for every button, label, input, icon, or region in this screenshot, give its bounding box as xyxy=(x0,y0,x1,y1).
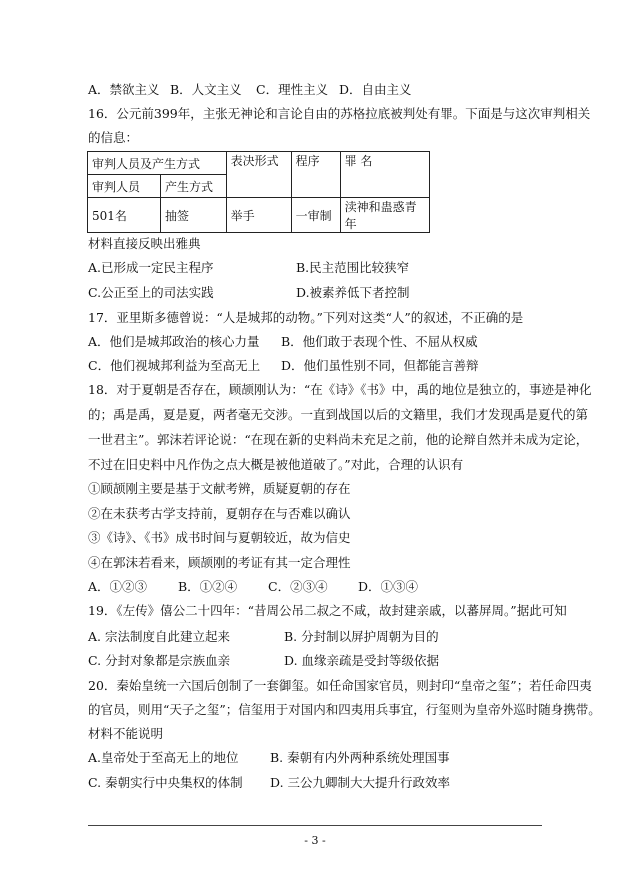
q19-option-a: A. 宗法制度自此建立起来 xyxy=(88,629,230,644)
q18-statement-1: ①顾颉刚主要是基于文献考辨，质疑夏朝的存在 xyxy=(88,481,351,496)
q16-option-a: A.已形成一定民主程序 xyxy=(88,260,214,275)
q17-option-d: D．他们虽性别不同，但都能言善辩 xyxy=(281,358,479,373)
q18-option-b: B．①②④ xyxy=(178,579,238,594)
table-cell: 501名 xyxy=(88,198,161,233)
table-cell: 渎神和蛊惑青年 xyxy=(340,198,429,233)
q16-stem-line-2: 的信息： xyxy=(88,130,139,145)
table-header-charge: 罪 名 xyxy=(340,152,429,198)
q18-statement-2: ②在未获考古学支持前，夏朝存在与否难以确认 xyxy=(88,506,351,521)
q20-line-2: 的官员，则用“天子之玺”；信玺用于对国内和四夷用兵事宜，行玺则为皇帝外巡时随身携带。 xyxy=(88,702,601,717)
q17-option-b: B．他们敢于表现个性、不屈从权威 xyxy=(281,334,478,349)
q20-prompt: 材料不能说明 xyxy=(88,726,164,741)
q16-stem-line-1: 16．公元前399年，主张无神论和言论自由的苏格拉底被判处有罪。下面是与这次审判相关 xyxy=(88,106,591,121)
q17-option-c: C．他们视城邦利益为至高无上 xyxy=(88,358,261,373)
q15-option-c: C．理性主义 xyxy=(256,82,329,97)
q20-line-1: 20．秦始皇统一六国后创制了一套御玺。如任命国家官员，则封印“皇帝之玺”；若任命四夷 xyxy=(88,678,592,693)
q18-line-4: 不过在旧史料中凡作伪之点大概是被他道破了。”对此，合理的认识有 xyxy=(88,457,464,472)
q18-statement-3: ③《诗》、《书》成书时间与夏朝较近，故为信史 xyxy=(88,530,351,545)
page-number: - 3 - xyxy=(304,834,326,847)
q17-option-a: A．他们是城邦政治的核心力量 xyxy=(88,334,260,349)
q15-option-a: A．禁欲主义 xyxy=(88,82,160,97)
q18-line-1: 18．对于夏朝是否存在，顾颉刚认为：“在《诗》《书》中，禹的地位是独立的，事迹是神化 xyxy=(88,382,592,397)
q16-option-b: B.民主范围比较狭窄 xyxy=(296,260,410,275)
q15-option-d: D．自由主义 xyxy=(339,82,412,97)
q20-option-d: D. 三公九卿制大大提升行政效率 xyxy=(270,775,451,790)
q19-option-c: C. 分封对象都是宗族血亲 xyxy=(88,653,231,668)
q19-stem: 19．《左传》僖公二十四年：“昔周公吊二叔之不咸，故封建亲戚，以蕃屏周。”据此可知 xyxy=(88,603,567,618)
q19-option-d: D. 血缘亲疏是受封等级依据 xyxy=(284,653,440,668)
q18-line-3: 一世君主”。郭沫若评论说：“在现在新的史料尚未充足之前，他的论辩自然并未成为定论， xyxy=(88,432,589,447)
trial-info-table xyxy=(87,151,430,233)
table-header-vote: 表决形式 xyxy=(226,152,291,198)
q20-option-a: A.皇帝处于至高无上的地位 xyxy=(88,750,239,765)
q18-option-d: D．①③④ xyxy=(358,579,419,594)
q18-statement-4: ④在郭沫若看来，顾颉刚的考证有其一定合理性 xyxy=(88,555,351,570)
q19-option-b: B. 分封制以屏护周朝为目的 xyxy=(284,629,439,644)
table-subheader-personnel: 审判人员 xyxy=(88,175,161,198)
q15-option-b: B．人文主义 xyxy=(170,82,242,97)
q16-option-d: D.被素养低下者控制 xyxy=(296,285,410,300)
q18-line-2: 的；禹是禹，夏是夏，两者毫无交涉。一直到战国以后的文籍里，我们才发现禹是夏代的第 xyxy=(88,407,589,422)
table-header-procedure: 程序 xyxy=(291,152,340,198)
q20-option-c: C. 秦朝实行中央集权的体制 xyxy=(88,775,243,790)
q16-option-c: C.公正至上的司法实践 xyxy=(88,285,214,300)
table-header-personnel: 审判人员及产生方式 xyxy=(88,152,227,175)
q18-option-c: C．②③④ xyxy=(268,579,328,594)
table-cell: 抽签 xyxy=(161,198,227,233)
footer-divider xyxy=(88,825,542,826)
table-cell: 举手 xyxy=(226,198,291,233)
table-cell: 一审制 xyxy=(291,198,340,233)
q16-prompt: 材料直接反映出雅典 xyxy=(88,236,201,251)
q17-stem: 17．亚里斯多德曾说：“人是城邦的动物。”下列对这类“人”的叙述，不正确的是 xyxy=(88,310,524,325)
table-subheader-method: 产生方式 xyxy=(161,175,227,198)
q20-option-b: B. 秦朝有内外两种系统处理国事 xyxy=(270,750,450,765)
q18-option-a: A．①②③ xyxy=(88,579,148,594)
